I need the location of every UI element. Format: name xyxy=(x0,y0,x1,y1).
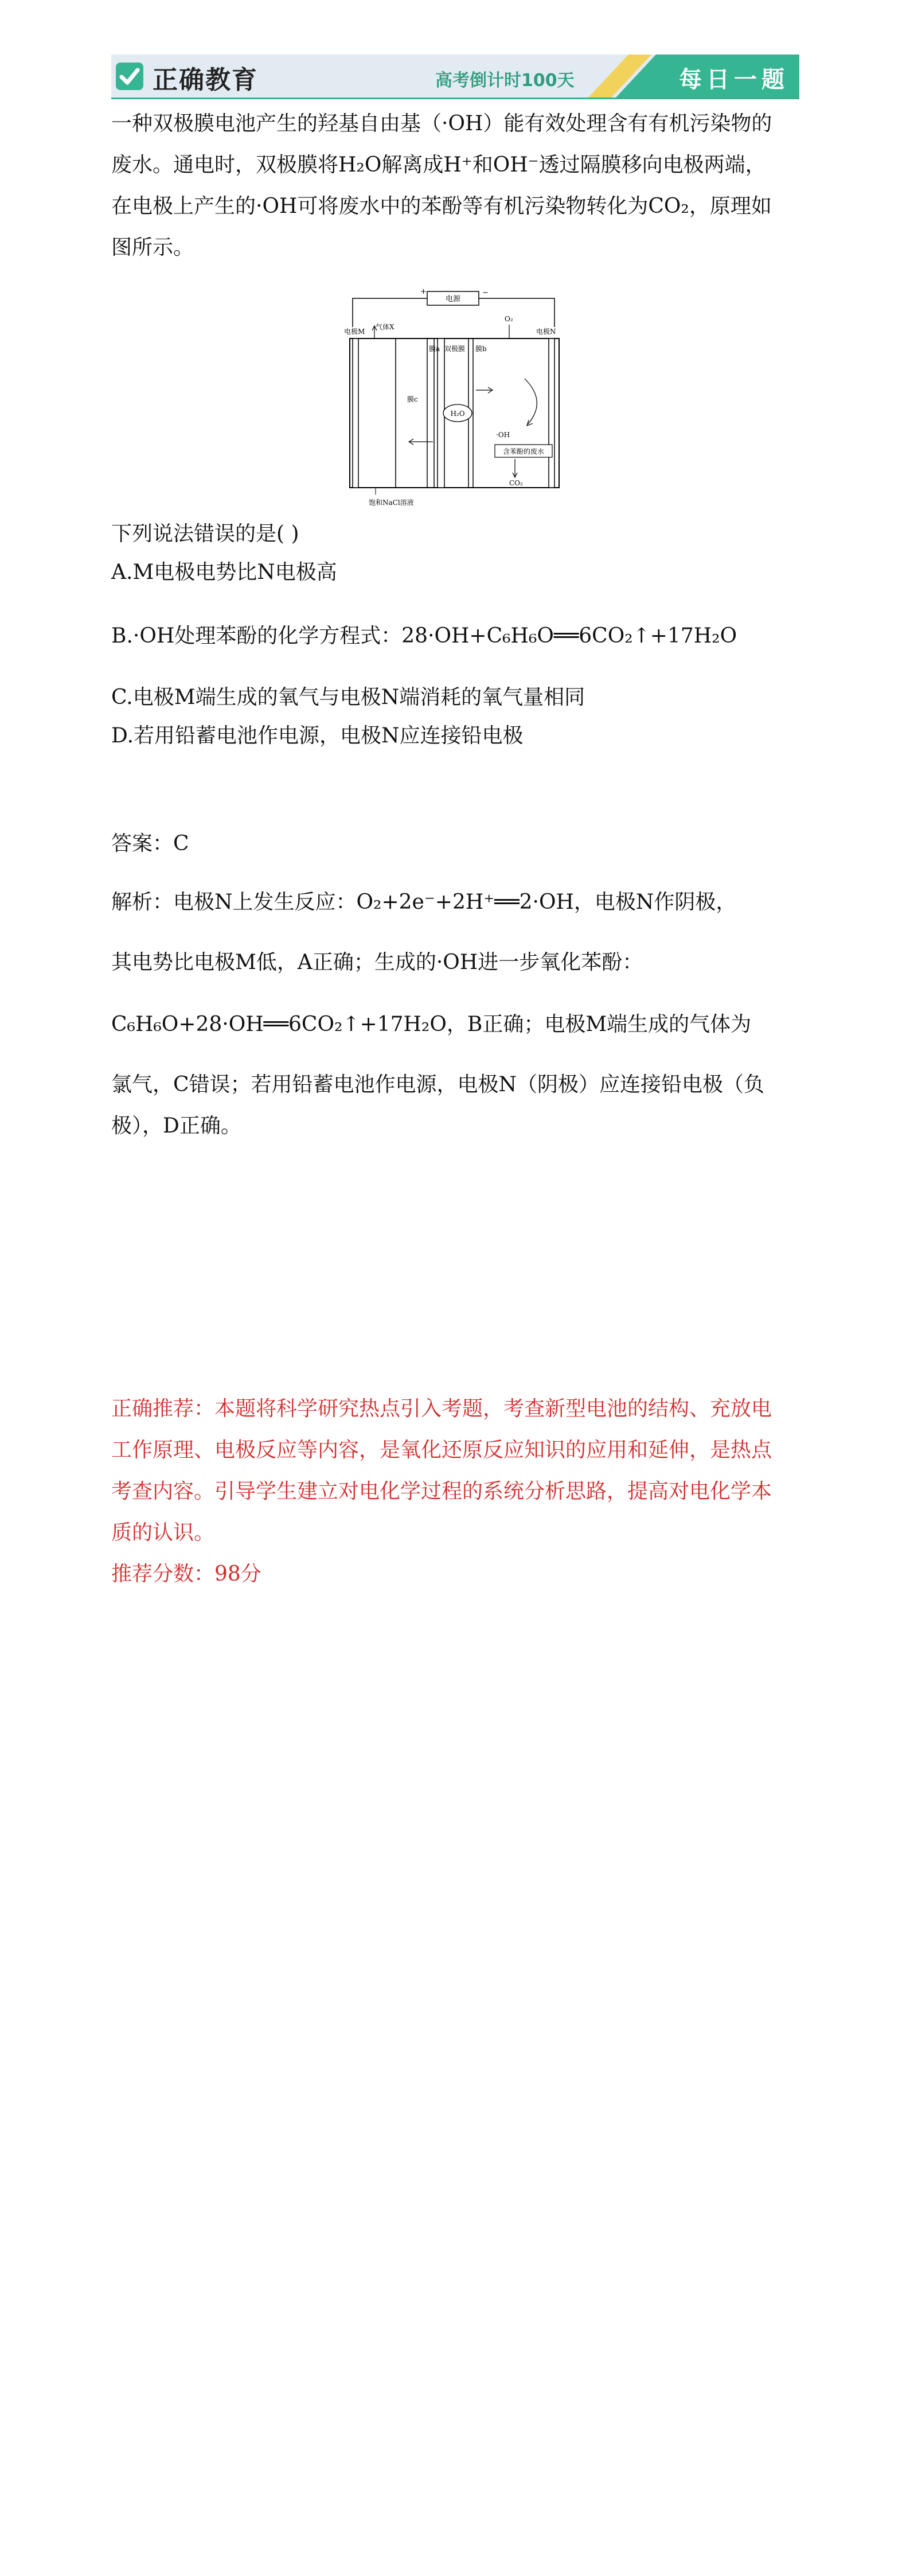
membrane-c-label: 膜c xyxy=(407,395,418,403)
electrode-m-label: 电极M xyxy=(344,328,365,336)
header-divider xyxy=(111,98,799,99)
question-line-4: 图所示。 xyxy=(111,236,194,259)
co2-label: CO₂ xyxy=(509,479,523,487)
analysis-line-4: 氯气，C错误；若用铅蓄电池作电源，电极N（阴极）应连接铅电极（负 xyxy=(111,1073,765,1096)
recommend-line-2: 工作原理、电极反应等内容，是氧化还原反应知识的应用和延伸，是热点 xyxy=(111,1438,772,1462)
header-banner xyxy=(111,55,799,98)
question-line-3: 在电极上产生的·OH可将废水中的苯酚等有机污染物转化为CO₂，原理如 xyxy=(111,194,772,218)
question-line-1: 一种双极膜电池产生的羟基自由基（·OH）能有效处理含有有机污染物的 xyxy=(111,112,772,135)
oh-radical-label: ·OH xyxy=(496,431,510,439)
nacl-solution-label: 饱和NaCl溶液 xyxy=(369,499,414,507)
bipolar-membrane-label: 双极膜 xyxy=(444,345,466,353)
option-c: C.电极M端生成的氧气与电极N端消耗的氧气量相同 xyxy=(111,686,585,709)
electrode-n-label: 电极N xyxy=(536,328,556,336)
o2-label: O₂ xyxy=(505,315,513,323)
brand-name: 正确教育 xyxy=(153,65,258,95)
recommend-line-1: 正确推荐：本题将科学研究热点引入考题，考查新型电池的结构、充放电 xyxy=(111,1397,772,1421)
analysis-line-5: 极），D正确。 xyxy=(111,1114,241,1138)
answer-label: 答案：C xyxy=(111,832,189,855)
option-d: D.若用铅蓄电池作电源，电极N应连接铅电极 xyxy=(111,724,524,748)
checkmark-icon xyxy=(116,63,143,90)
recommend-line-3: 考查内容。引导学生建立对电化学过程的系统分析思路，提高对电化学本 xyxy=(111,1480,772,1503)
analysis-line-1: 解析：电极N上发生反应：O₂+2e⁻+2H⁺══2·OH，电极N作阴极， xyxy=(111,890,737,914)
question-line-2: 废水。通电时，双极膜将H₂O解离成H⁺和OH⁻透过隔膜移向电极两端， xyxy=(111,153,766,177)
option-b: B.·OH处理苯酚的化学方程式：28·OH+C₆H₆O══6CO₂↑+17H₂O xyxy=(111,624,737,648)
analysis-line-2: 其电势比电极M低，A正确；生成的·OH进一步氧化苯酚： xyxy=(111,951,643,974)
power-label: 电源 xyxy=(445,295,461,303)
minus-sign: − xyxy=(482,289,489,297)
h2o-label: H₂O xyxy=(450,410,465,418)
option-a: A.M电极电势比N电极高 xyxy=(111,561,337,584)
question-prompt: 下列说法错误的是( ) xyxy=(111,522,299,546)
daily-question-label: 每日一题 xyxy=(679,67,789,93)
recommend-line-4: 质的认识。 xyxy=(111,1521,215,1544)
membrane-b-label: 膜b xyxy=(475,345,487,353)
analysis-line-3: C₆H₆O+28·OH══6CO₂↑+17H₂O，B正确；电极M端生成的气体为 xyxy=(111,1013,752,1036)
countdown-text: 高考倒计时100天 xyxy=(435,71,575,91)
gas-x-label: 气体X xyxy=(376,323,395,331)
electrolysis-cell-diagram xyxy=(341,287,568,511)
recommend-score: 推荐分数：98分 xyxy=(111,1562,261,1586)
wastewater-label: 含苯酚的废水 xyxy=(502,448,545,456)
membrane-a-label: 膜a xyxy=(429,345,440,353)
plus-sign: + xyxy=(420,287,427,296)
